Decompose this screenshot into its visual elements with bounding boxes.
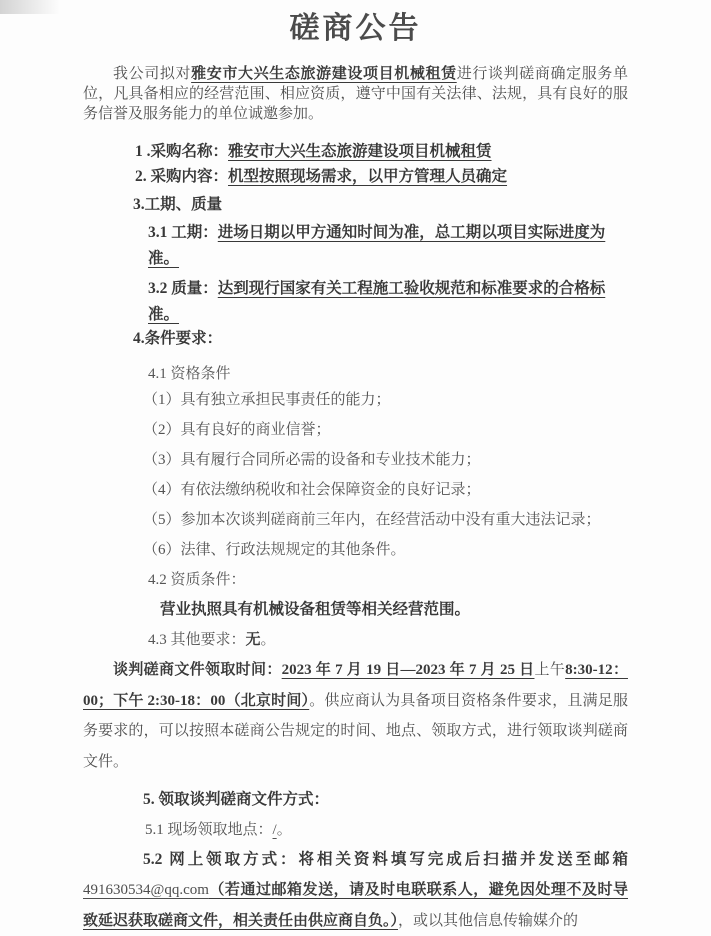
item-5-2-label: 5.2 网上领取方式： xyxy=(143,851,299,868)
item-4-1-heading: 4.1 资格条件 xyxy=(148,366,231,382)
item-4-2-heading: 4.2 资质条件： xyxy=(148,572,246,588)
item-1-value: 雅安市大兴生态旅游建设项目机械租赁 xyxy=(228,143,492,160)
item-2-procurement-content xyxy=(135,165,628,189)
item-3-2-label: 3.2 质量： xyxy=(148,280,218,297)
page-title: 磋商公告 xyxy=(289,12,422,45)
item-5-2-text: 将相关资料填写完成后扫描并发送至邮箱 xyxy=(298,851,628,868)
item-5-1-onsite xyxy=(145,815,628,845)
condition-item: （6）法律、行政法规规定的其他条件。 xyxy=(143,542,406,558)
condition-item: （1）具有独立承担民事责任的能力； xyxy=(143,392,391,408)
item-1-label: 1 .采购名称： xyxy=(135,143,229,160)
item-3-2-quality xyxy=(148,276,628,328)
item-4-3-value: 无 xyxy=(245,632,261,648)
email-note: （若通过邮箱发送，请及时电联联系人，避免因处理不及时导致延迟获取磋商文件，相关责任由供应商自负。） xyxy=(83,882,628,929)
item-4-3-other xyxy=(148,625,628,655)
pickup-date-range: 2023 年 7 月 19 日—2023 年 7 月 25 日 xyxy=(281,662,535,678)
item-5-1-label: 5.1 现场领取地点： xyxy=(145,822,273,838)
condition-item: （3）具有履行合同所必需的设备和专业技术能力； xyxy=(143,452,481,468)
pickup-hours: 8:30-12：00；下午 2:30-18：00（北京时间） xyxy=(83,662,628,709)
item-3-heading: 3.工期、质量 xyxy=(133,196,223,213)
item-3-1-value: 进场日期以甲方通知时间为准，总工期以项目实际进度为准。 xyxy=(148,224,606,267)
pickup-rest-text: 。供应商认为具备项目资格条件要求，且满足服务要求的，可以按照本磋商公告规定的时间、地点、领取方式，进行领取谈判磋商文件。 xyxy=(83,692,628,770)
pickup-mid-text: 上午 xyxy=(534,662,566,678)
item-1-procurement-name xyxy=(135,141,628,163)
pickup-time-paragraph xyxy=(83,655,628,777)
item-2-label: 2. 采购内容： xyxy=(135,168,229,185)
pickup-time-label: 谈判磋商文件领取时间： xyxy=(113,662,282,678)
project-name: 雅安市大兴生态旅游建设项目机械租赁 xyxy=(191,66,457,82)
email-address: 491630534@qq.com xyxy=(83,882,209,898)
condition-item: （5）参加本次谈判磋商前三年内，在经营活动中没有重大违法记录； xyxy=(143,512,601,528)
item-4-3-tail: 。 xyxy=(260,632,276,648)
item-4-2-value: 营业执照具有机械设备租赁等相关经营范围。 xyxy=(160,601,471,618)
item-4-3-label: 4.3 其他要求： xyxy=(148,632,246,648)
closing-tail-text: ，或以其他信息传输媒介的 xyxy=(398,912,579,929)
item-2-value: 机型按照现场需求，以甲方管理人员确定 xyxy=(228,168,508,185)
item-5-heading: 5. 领取谈判磋商文件方式： xyxy=(143,791,330,808)
item-4-heading: 4.条件要求： xyxy=(133,330,223,347)
intro-prefix: 我公司拟对 xyxy=(113,66,192,82)
condition-item: （4）有依法缴纳税收和社会保障资金的良好记录； xyxy=(143,482,481,498)
intro-paragraph xyxy=(83,64,628,124)
email-paragraph xyxy=(83,875,628,936)
condition-item: （2）具有良好的商业信誉； xyxy=(143,422,331,438)
intro-suffix: 进行谈判磋商确定服务单位，凡具备相应的经营范围、相应资质，遵守中国有关法律、法规，具有良好的服务信誉及服务能力的单位诚邀参加。 xyxy=(83,66,628,122)
item-3-1-schedule xyxy=(148,220,628,272)
item-5-2-online xyxy=(83,845,628,875)
item-3-2-value: 达到现行国家有关工程施工验收规范和标准要求的合格标准。 xyxy=(148,280,606,323)
item-3-1-label: 3.1 工期： xyxy=(148,224,218,241)
item-5-1-value: / xyxy=(272,822,277,838)
item-5-1-tail: 。 xyxy=(276,822,292,838)
